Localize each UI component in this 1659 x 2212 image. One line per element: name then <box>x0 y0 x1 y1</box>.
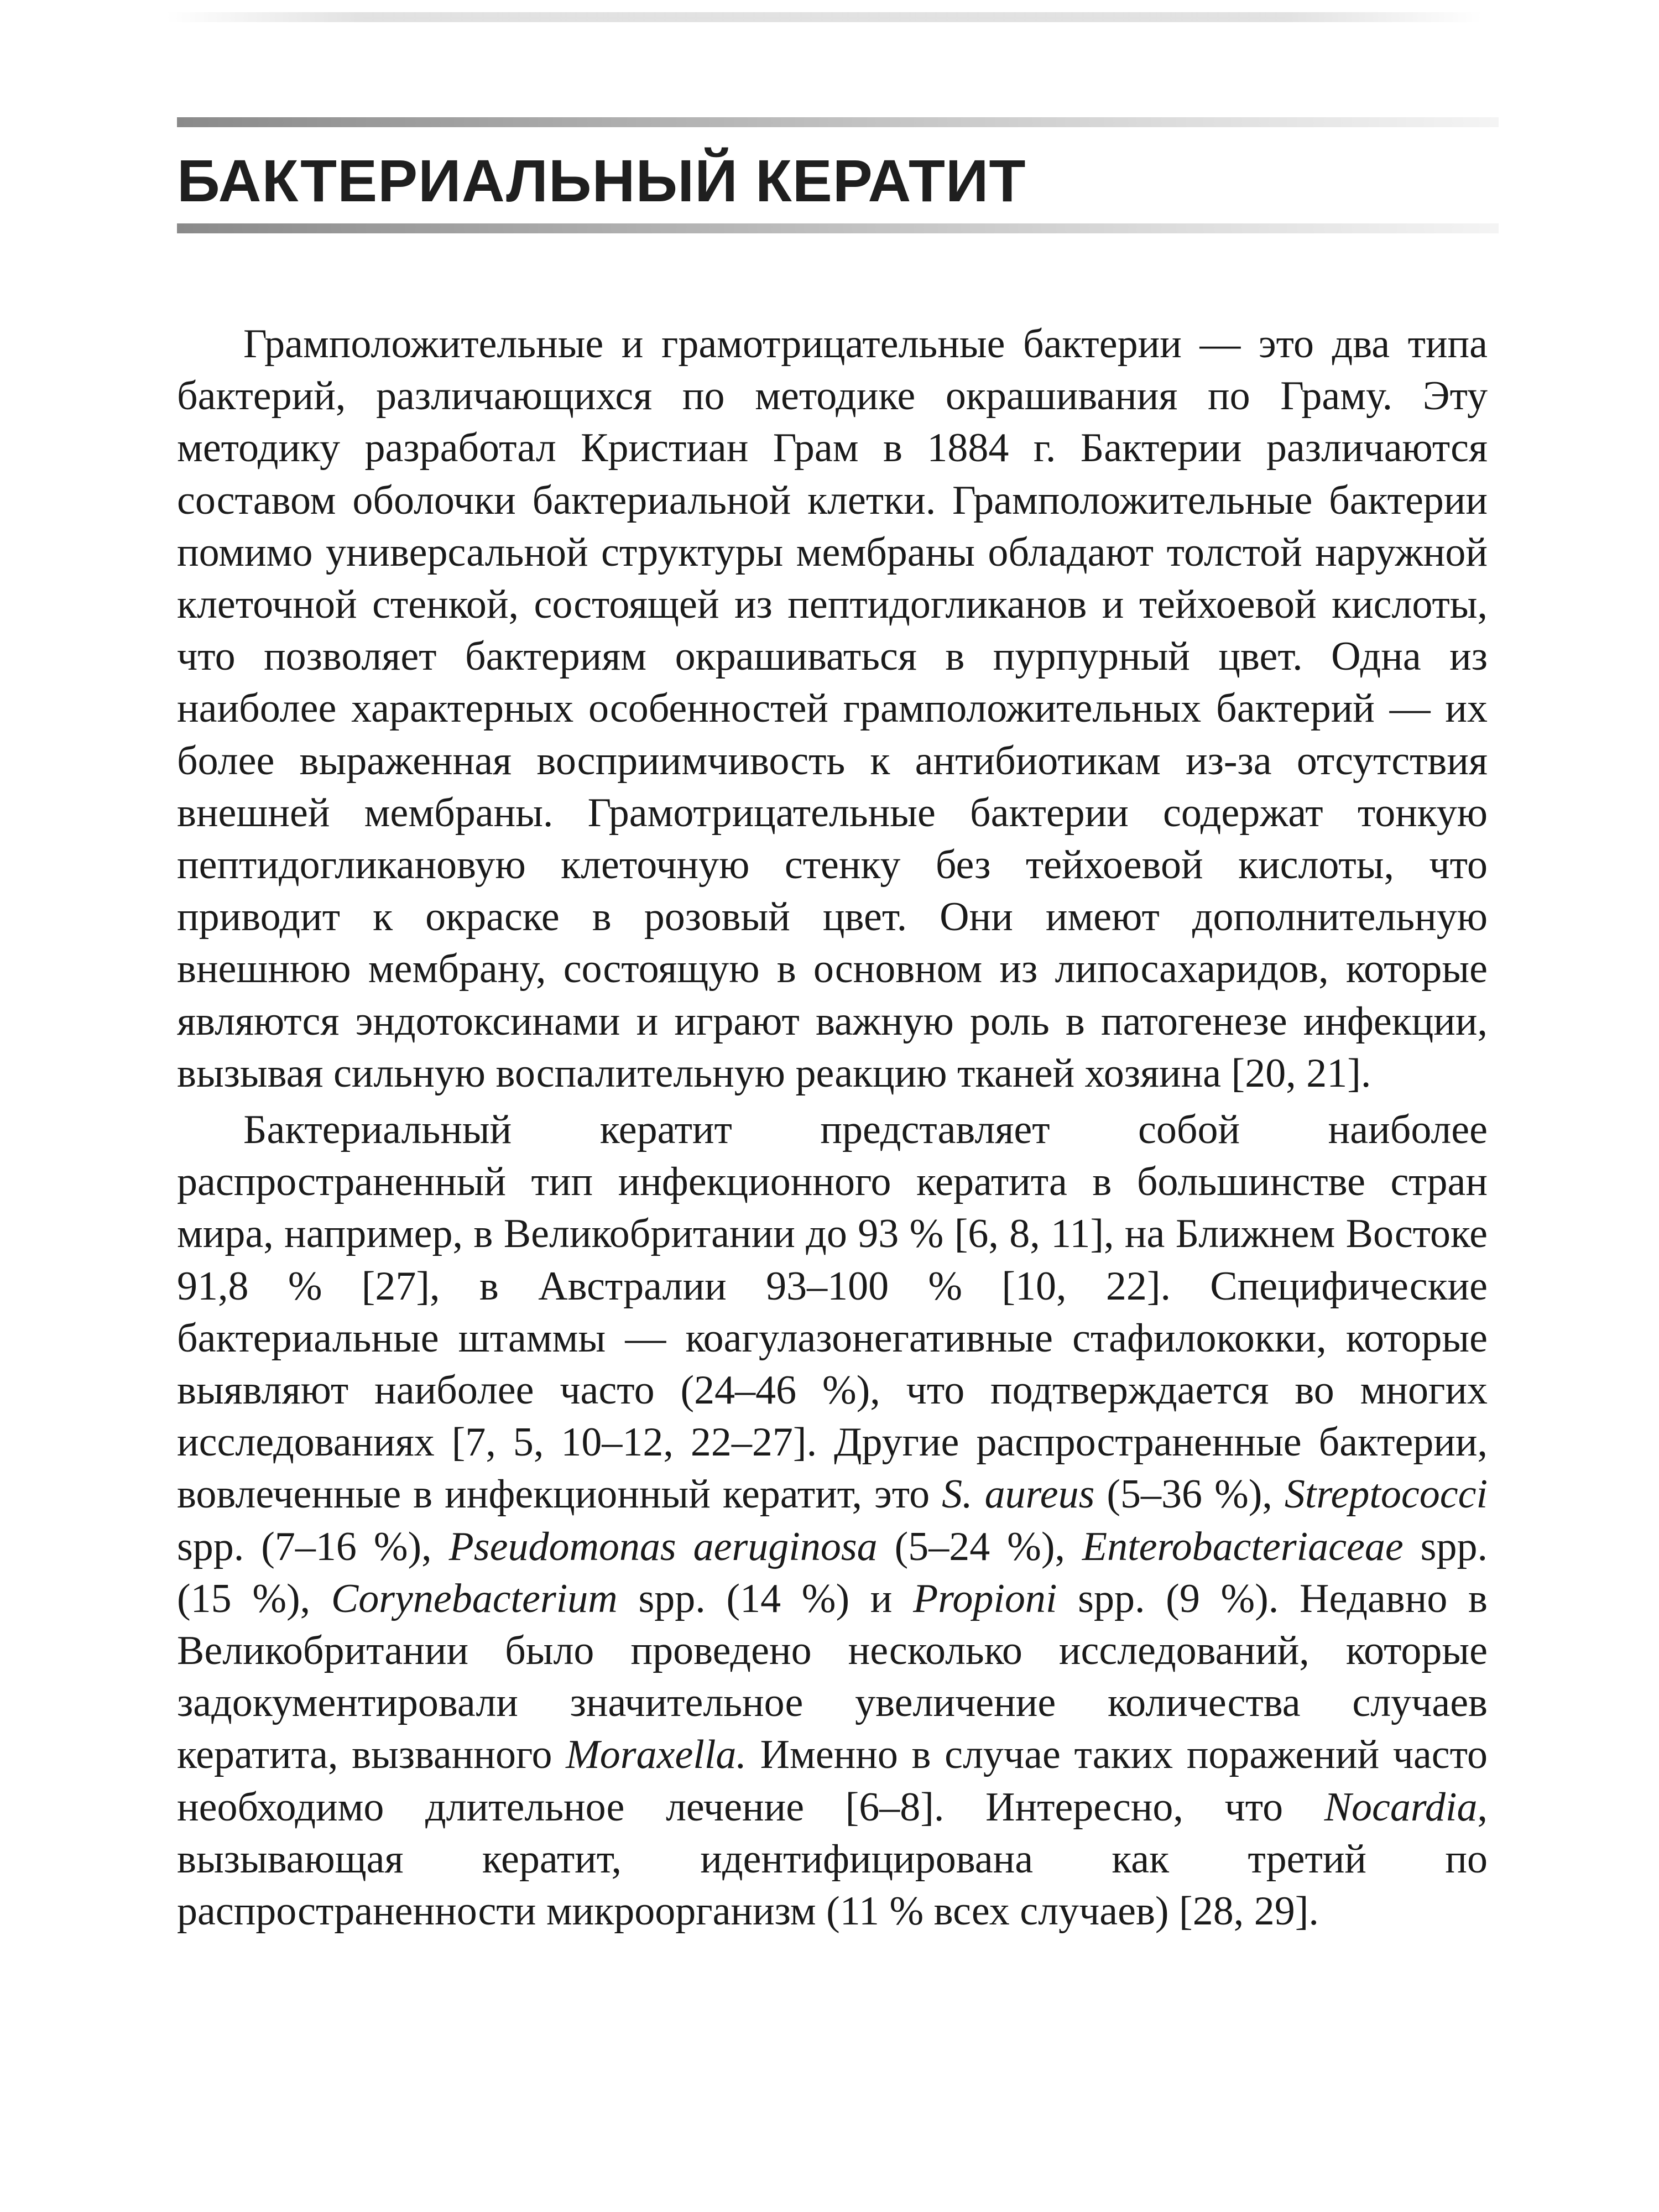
body-text <box>177 318 1488 1942</box>
latin-term: Streptococci <box>1284 1472 1488 1517</box>
latin-term: Pseudomonas aeruginosa <box>448 1524 878 1569</box>
latin-term: Nocardia <box>1324 1784 1478 1830</box>
text-segment: spp. (9 %). Недавно в Великобритании было проведено несколько исследований, которые задокументировали значительное увеличение количества случаев кератита, вызванного <box>177 1575 1488 1778</box>
paragraph-gram-staining <box>177 318 1488 1099</box>
page-title: БАКТЕРИАЛЬНЫЙ КЕРАТИТ <box>177 147 1026 214</box>
latin-term: Corynebacterium <box>331 1575 618 1621</box>
text-segment: spp. (7–16 %), <box>177 1524 449 1569</box>
text-segment: Именно в случае таких поражений часто необходимо длительное лечение [6–8]. Интересно, что <box>177 1732 1488 1830</box>
latin-term: Propioni <box>913 1575 1057 1621</box>
text-segment: spp. (14 %) и <box>617 1575 914 1621</box>
paragraph-bacterial-keratitis <box>177 1104 1488 1937</box>
title-rule-top <box>177 117 1499 127</box>
title-rule-bottom <box>177 223 1499 233</box>
latin-term: Moraxella. <box>566 1732 747 1778</box>
latin-term: S. aureus <box>942 1472 1095 1517</box>
text-segment: Бактериальный кератит представляет собой наиболее распространенный тип инфекционного кератита в большинстве стран мира, например, в Великобритании до 93 % [6, 8, 11], на Ближнем Востоке 91,8 % [27], в Австралии 93–100 % [10, 22]. Специфические бактериальные штаммы — коагулазонегативные стафилококки, которые выявляют наиболее часто (24–46 %), что подтверждается во многих исследованиях [7, 5, 10–12, 22–27]. Другие распространенные бактерии, вовлеченные в инфекционный кератит, это <box>177 1107 1488 1517</box>
scan-shadow <box>166 12 1482 22</box>
text-segment: , вызывающая кератит, идентифицирована как третий по распространенности микроорганизм (11 % всех случаев) [28, 29]. <box>177 1784 1488 1934</box>
text-segment: Грамположительные и грамотрицательные бактерии — это два типа бактерий, различающихся по методике окрашивания по Граму. Эту методику разработал Кристиан Грам в 1884 г. Бактерии различаются составом оболочки бактериальной клетки. Грамположительные бактерии помимо универсальной структуры мембраны обладают толстой наружной клеточной стенкой, состоящей из пептидогликанов и тейхоевой кислоты, что позволяет бактериям окрашиваться в пурпурный цвет. Одна из наиболее характерных особенностей грамположительных бактерий — их более выраженная восприимчивость к антибиотикам из-за отсутствия внешней мембраны. Грамотрицательные бактерии содержат тонкую пептидогликановую клеточную стенку без тейхоевой кислоты, что приводит к окраске в розовый цвет. Они имеют дополнительную внешнюю мембрану, состоящую в основном из липосахаридов, которые являются эндотоксинами и играют важную роль в патогенезе инфекции, вызывая сильную воспалительную реакцию тканей хозяина [20, 21]. <box>177 321 1488 1096</box>
text-segment: spp. (15 %), <box>177 1524 1488 1621</box>
text-segment: (5–24 %), <box>877 1524 1082 1569</box>
text-segment: (5–36 %), <box>1094 1472 1285 1517</box>
latin-term: Enterobacteriaceae <box>1082 1524 1404 1569</box>
